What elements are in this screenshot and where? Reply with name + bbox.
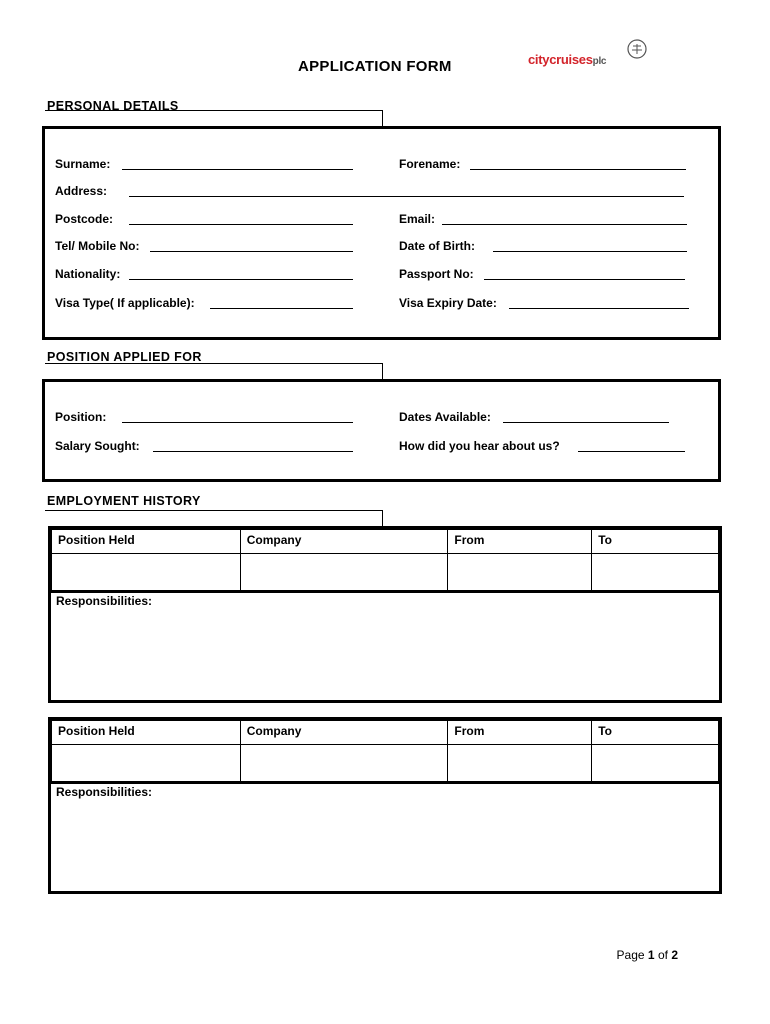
nationality-label: Nationality: (55, 267, 121, 281)
divider (48, 781, 722, 784)
position-held-cell[interactable] (52, 554, 241, 592)
logo-suffix: plc (592, 56, 607, 67)
surname-field[interactable] (122, 169, 353, 170)
form-title: APPLICATION FORM (298, 58, 452, 75)
tel-label: Tel/ Mobile No: (55, 239, 140, 253)
to-header: To (592, 721, 719, 745)
position-applied-heading: POSITION APPLIED FOR (47, 350, 202, 364)
position-applied-box (42, 379, 721, 482)
crest-icon (626, 38, 648, 60)
city-cruises-logo (528, 38, 650, 74)
of-word: of (657, 948, 668, 962)
position-held-header: Position Held (52, 530, 241, 554)
postcode-label: Postcode: (55, 212, 114, 226)
employment-history-heading: EMPLOYMENT HISTORY (47, 494, 201, 508)
responsibilities-field[interactable] (52, 612, 718, 698)
page-number: 1 (647, 948, 655, 962)
visa-expiry-label: Visa Expiry Date: (399, 296, 497, 310)
forename-field[interactable] (470, 169, 686, 170)
employment-table-2 (51, 720, 719, 783)
visa-type-field[interactable] (210, 308, 353, 309)
to-cell[interactable] (592, 745, 719, 783)
responsibilities-label: Responsibilities: (56, 785, 153, 799)
section-tab-line (45, 110, 383, 127)
position-held-cell[interactable] (52, 745, 241, 783)
visa-type-label: Visa Type( If applicable): (55, 296, 195, 310)
surname-label: Surname: (55, 157, 111, 171)
from-cell[interactable] (448, 554, 592, 592)
salary-field[interactable] (153, 451, 353, 452)
forename-label: Forename: (399, 157, 461, 171)
salary-label: Salary Sought: (55, 439, 140, 453)
company-header: Company (240, 530, 448, 554)
email-field[interactable] (442, 224, 687, 225)
page-word: Page (616, 948, 645, 962)
hear-about-field[interactable] (578, 451, 685, 452)
dates-available-field[interactable] (503, 422, 669, 423)
position-held-header: Position Held (52, 721, 241, 745)
personal-details-heading: PERSONAL DETAILS (47, 99, 179, 113)
employment-table-1 (51, 529, 719, 592)
company-header: Company (240, 721, 448, 745)
tel-field[interactable] (150, 251, 353, 252)
hear-about-label: How did you hear about us? (399, 439, 560, 453)
postcode-field[interactable] (129, 224, 353, 225)
to-header: To (592, 530, 719, 554)
position-field[interactable] (122, 422, 353, 423)
page-total: 2 (671, 948, 678, 962)
from-header: From (448, 530, 592, 554)
logo-wordmark: citycruises (528, 52, 593, 67)
dob-label: Date of Birth: (399, 239, 475, 253)
from-cell[interactable] (448, 745, 592, 783)
email-label: Email: (399, 212, 436, 226)
visa-expiry-field[interactable] (509, 308, 689, 309)
from-header: From (448, 721, 592, 745)
nationality-field[interactable] (129, 279, 353, 280)
dob-field[interactable] (493, 251, 687, 252)
section-tab-line (45, 510, 383, 527)
passport-label: Passport No: (399, 267, 474, 281)
responsibilities-label: Responsibilities: (56, 594, 153, 608)
to-cell[interactable] (592, 554, 719, 592)
position-label: Position: (55, 410, 107, 424)
dates-available-label: Dates Available: (399, 410, 491, 424)
passport-field[interactable] (484, 279, 685, 280)
address-label: Address: (55, 184, 108, 198)
address-field[interactable] (129, 196, 684, 197)
responsibilities-field[interactable] (52, 803, 718, 889)
section-tab-line (45, 363, 383, 380)
divider (48, 590, 722, 593)
page-indicator (617, 948, 678, 962)
company-cell[interactable] (240, 554, 448, 592)
company-cell[interactable] (240, 745, 448, 783)
